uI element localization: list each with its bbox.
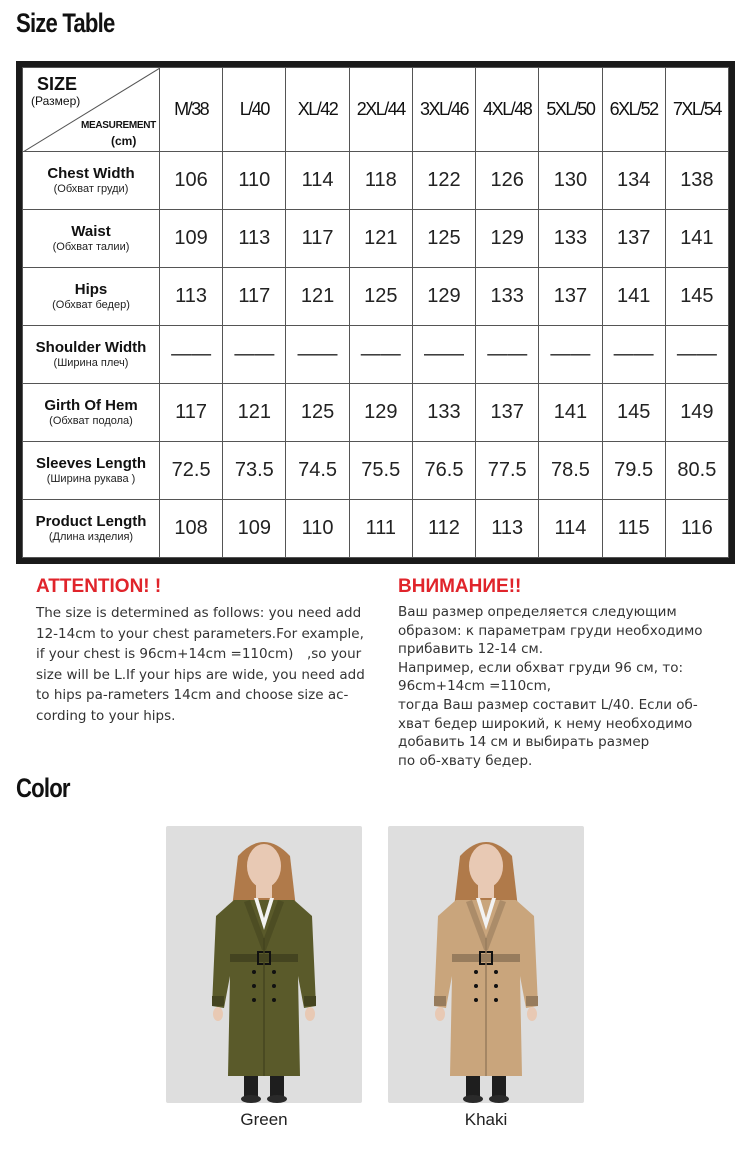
table-row bbox=[23, 152, 729, 210]
table-cell: —— bbox=[160, 326, 223, 384]
table-cell: 129 bbox=[412, 268, 475, 326]
row-label: Shoulder Width bbox=[35, 339, 147, 356]
attention-line: тогда Ваш размер составит L/40. Если об- bbox=[398, 696, 698, 713]
row-label-cell bbox=[23, 442, 160, 500]
table-row bbox=[23, 210, 729, 268]
table-cell: 125 bbox=[349, 268, 412, 326]
table-row bbox=[23, 384, 729, 442]
table-cell: 121 bbox=[223, 384, 286, 442]
attention-line: Например, если обхват груди 96 см, то: bbox=[398, 659, 683, 676]
row-label-ru: (Обхват бедер) bbox=[52, 299, 130, 311]
attention-line: 12-14cm to your chest parameters.For example, bbox=[36, 625, 364, 642]
table-cell: —— bbox=[665, 326, 728, 384]
size-table-frame bbox=[16, 61, 735, 564]
row-label-ru: (Ширина плеч) bbox=[53, 357, 129, 369]
row-label: Product Length bbox=[35, 513, 147, 530]
table-cell: 78.5 bbox=[539, 442, 602, 500]
table-cell: 73.5 bbox=[223, 442, 286, 500]
size-table-title: Size Table bbox=[16, 8, 115, 38]
table-cell: —— bbox=[539, 326, 602, 384]
table-cell: 72.5 bbox=[160, 442, 223, 500]
row-label-cell bbox=[23, 152, 160, 210]
row-label: Sleeves Length bbox=[35, 455, 147, 472]
table-cell: —— bbox=[349, 326, 412, 384]
attention-line: прибавить 12-14 см. bbox=[398, 641, 544, 658]
table-cell: 76.5 bbox=[412, 442, 475, 500]
table-row bbox=[23, 326, 729, 384]
table-cell: 145 bbox=[665, 268, 728, 326]
table-cell: 111 bbox=[349, 500, 412, 558]
table-cell: 137 bbox=[476, 384, 539, 442]
attention-line: size will be L.If your hips are wide, you need add bbox=[36, 666, 365, 683]
corner-size-label: SIZE bbox=[37, 74, 78, 94]
size-header-row bbox=[23, 68, 729, 152]
row-label-cell bbox=[23, 268, 160, 326]
table-cell: 117 bbox=[160, 384, 223, 442]
row-label: Girth Of Hem bbox=[44, 397, 138, 414]
attention-en-title: ATTENTION! ! bbox=[36, 576, 162, 597]
row-label-ru: (Ширина рукава ) bbox=[46, 473, 136, 485]
table-cell: 77.5 bbox=[476, 442, 539, 500]
attention-line: if your chest is 96cm+14cm =110cm) ,so your bbox=[36, 646, 362, 662]
row-label-cell bbox=[23, 384, 160, 442]
table-cell: 80.5 bbox=[665, 442, 728, 500]
table-row bbox=[23, 442, 729, 500]
table-cell: 121 bbox=[349, 210, 412, 268]
table-cell: —— bbox=[412, 326, 475, 384]
table-cell: 126 bbox=[476, 152, 539, 210]
size-header-cell: 7XL/54 bbox=[665, 68, 728, 152]
table-cell: 137 bbox=[602, 210, 665, 268]
table-cell: 149 bbox=[665, 384, 728, 442]
color-label-green: Green bbox=[240, 1110, 288, 1129]
table-cell: 74.5 bbox=[286, 442, 349, 500]
table-cell: —— bbox=[223, 326, 286, 384]
table-cell: 145 bbox=[602, 384, 665, 442]
attention-line: по об-хвату бедер. bbox=[398, 752, 533, 769]
table-cell: 133 bbox=[476, 268, 539, 326]
attention-ru-body bbox=[398, 603, 728, 770]
corner-unit-label: (cm) bbox=[111, 134, 137, 148]
table-cell: 121 bbox=[286, 268, 349, 326]
size-header-cell: 6XL/52 bbox=[602, 68, 665, 152]
table-cell: 129 bbox=[349, 384, 412, 442]
table-cell: 141 bbox=[665, 210, 728, 268]
table-cell: 108 bbox=[160, 500, 223, 558]
size-header-cell: M/38 bbox=[160, 68, 223, 152]
table-cell: 129 bbox=[476, 210, 539, 268]
table-cell: 122 bbox=[412, 152, 475, 210]
trench-coat-model-image bbox=[166, 826, 362, 1103]
color-section-title: Color bbox=[16, 773, 70, 803]
row-label-cell bbox=[23, 326, 160, 384]
corner-measurement-label: MEASUREMENT bbox=[80, 120, 156, 131]
size-header-cell: L/40 bbox=[223, 68, 286, 152]
attention-line: cording to your hips. bbox=[36, 707, 176, 724]
table-cell: 109 bbox=[160, 210, 223, 268]
table-cell: 110 bbox=[223, 152, 286, 210]
size-header-cell: 3XL/46 bbox=[412, 68, 475, 152]
size-header-cell: 2XL/44 bbox=[349, 68, 412, 152]
size-table bbox=[22, 67, 729, 558]
table-cell: 133 bbox=[412, 384, 475, 442]
row-label-cell bbox=[23, 210, 160, 268]
table-cell: 116 bbox=[665, 500, 728, 558]
table-cell: —— bbox=[286, 326, 349, 384]
table-cell: 109 bbox=[223, 500, 286, 558]
attention-line: добавить 14 см и выбирать размер bbox=[398, 734, 650, 751]
row-label-cell bbox=[23, 500, 160, 558]
table-cell: 117 bbox=[223, 268, 286, 326]
trench-coat-model-image bbox=[388, 826, 584, 1103]
attention-line: The size is determined as follows: you need add bbox=[36, 605, 362, 621]
size-header-cell: XL/42 bbox=[286, 68, 349, 152]
table-cell: 114 bbox=[286, 152, 349, 210]
table-cell: 113 bbox=[476, 500, 539, 558]
attention-line: 96cm+14cm =110cm, bbox=[398, 678, 552, 695]
size-header-cell: 5XL/50 bbox=[539, 68, 602, 152]
row-label-ru: (Обхват груди) bbox=[53, 183, 129, 195]
row-label-ru: (Обхват подола) bbox=[49, 415, 133, 427]
attention-en-body bbox=[36, 603, 371, 726]
table-cell: 118 bbox=[349, 152, 412, 210]
attention-line: Ваш размер определяется следующим bbox=[398, 604, 677, 620]
attention-line: хват бедер широкий, к нему необходимо bbox=[398, 715, 693, 732]
table-cell: —— bbox=[476, 326, 539, 384]
table-cell: 114 bbox=[539, 500, 602, 558]
table-cell: 134 bbox=[602, 152, 665, 210]
color-swatch-khaki[interactable] bbox=[388, 826, 584, 1103]
table-cell: 141 bbox=[539, 384, 602, 442]
table-row bbox=[23, 268, 729, 326]
table-cell: 112 bbox=[412, 500, 475, 558]
color-label-khaki: Khaki bbox=[464, 1110, 508, 1129]
table-cell: 137 bbox=[539, 268, 602, 326]
table-cell: 110 bbox=[286, 500, 349, 558]
color-swatch-green[interactable] bbox=[166, 826, 362, 1103]
table-cell: 75.5 bbox=[349, 442, 412, 500]
table-cell: 141 bbox=[602, 268, 665, 326]
table-cell: 138 bbox=[665, 152, 728, 210]
row-label-ru: (Обхват талии) bbox=[52, 241, 130, 253]
table-cell: 133 bbox=[539, 210, 602, 268]
attention-line: образом: к параметрам груди необходимо bbox=[398, 622, 703, 639]
table-corner-cell bbox=[23, 68, 160, 152]
table-cell: 106 bbox=[160, 152, 223, 210]
row-label: Chest Width bbox=[47, 165, 135, 182]
table-cell: 79.5 bbox=[602, 442, 665, 500]
attention-ru-title: ВНИМАНИЕ!! bbox=[398, 576, 522, 597]
row-label: Waist bbox=[71, 223, 111, 240]
table-cell: 125 bbox=[286, 384, 349, 442]
table-cell: 115 bbox=[602, 500, 665, 558]
table-cell: 113 bbox=[160, 268, 223, 326]
size-header-cell: 4XL/48 bbox=[476, 68, 539, 152]
table-cell: —— bbox=[602, 326, 665, 384]
table-cell: 130 bbox=[539, 152, 602, 210]
attention-line: to hips pa-rameters 14cm and choose size ac- bbox=[36, 687, 349, 703]
table-cell: 125 bbox=[412, 210, 475, 268]
row-label: Hips bbox=[74, 281, 108, 298]
table-row bbox=[23, 500, 729, 558]
row-label-ru: (Длина изделия) bbox=[48, 531, 134, 543]
table-cell: 117 bbox=[286, 210, 349, 268]
corner-size-ru-label: (Размер) bbox=[31, 94, 81, 108]
table-cell: 113 bbox=[223, 210, 286, 268]
